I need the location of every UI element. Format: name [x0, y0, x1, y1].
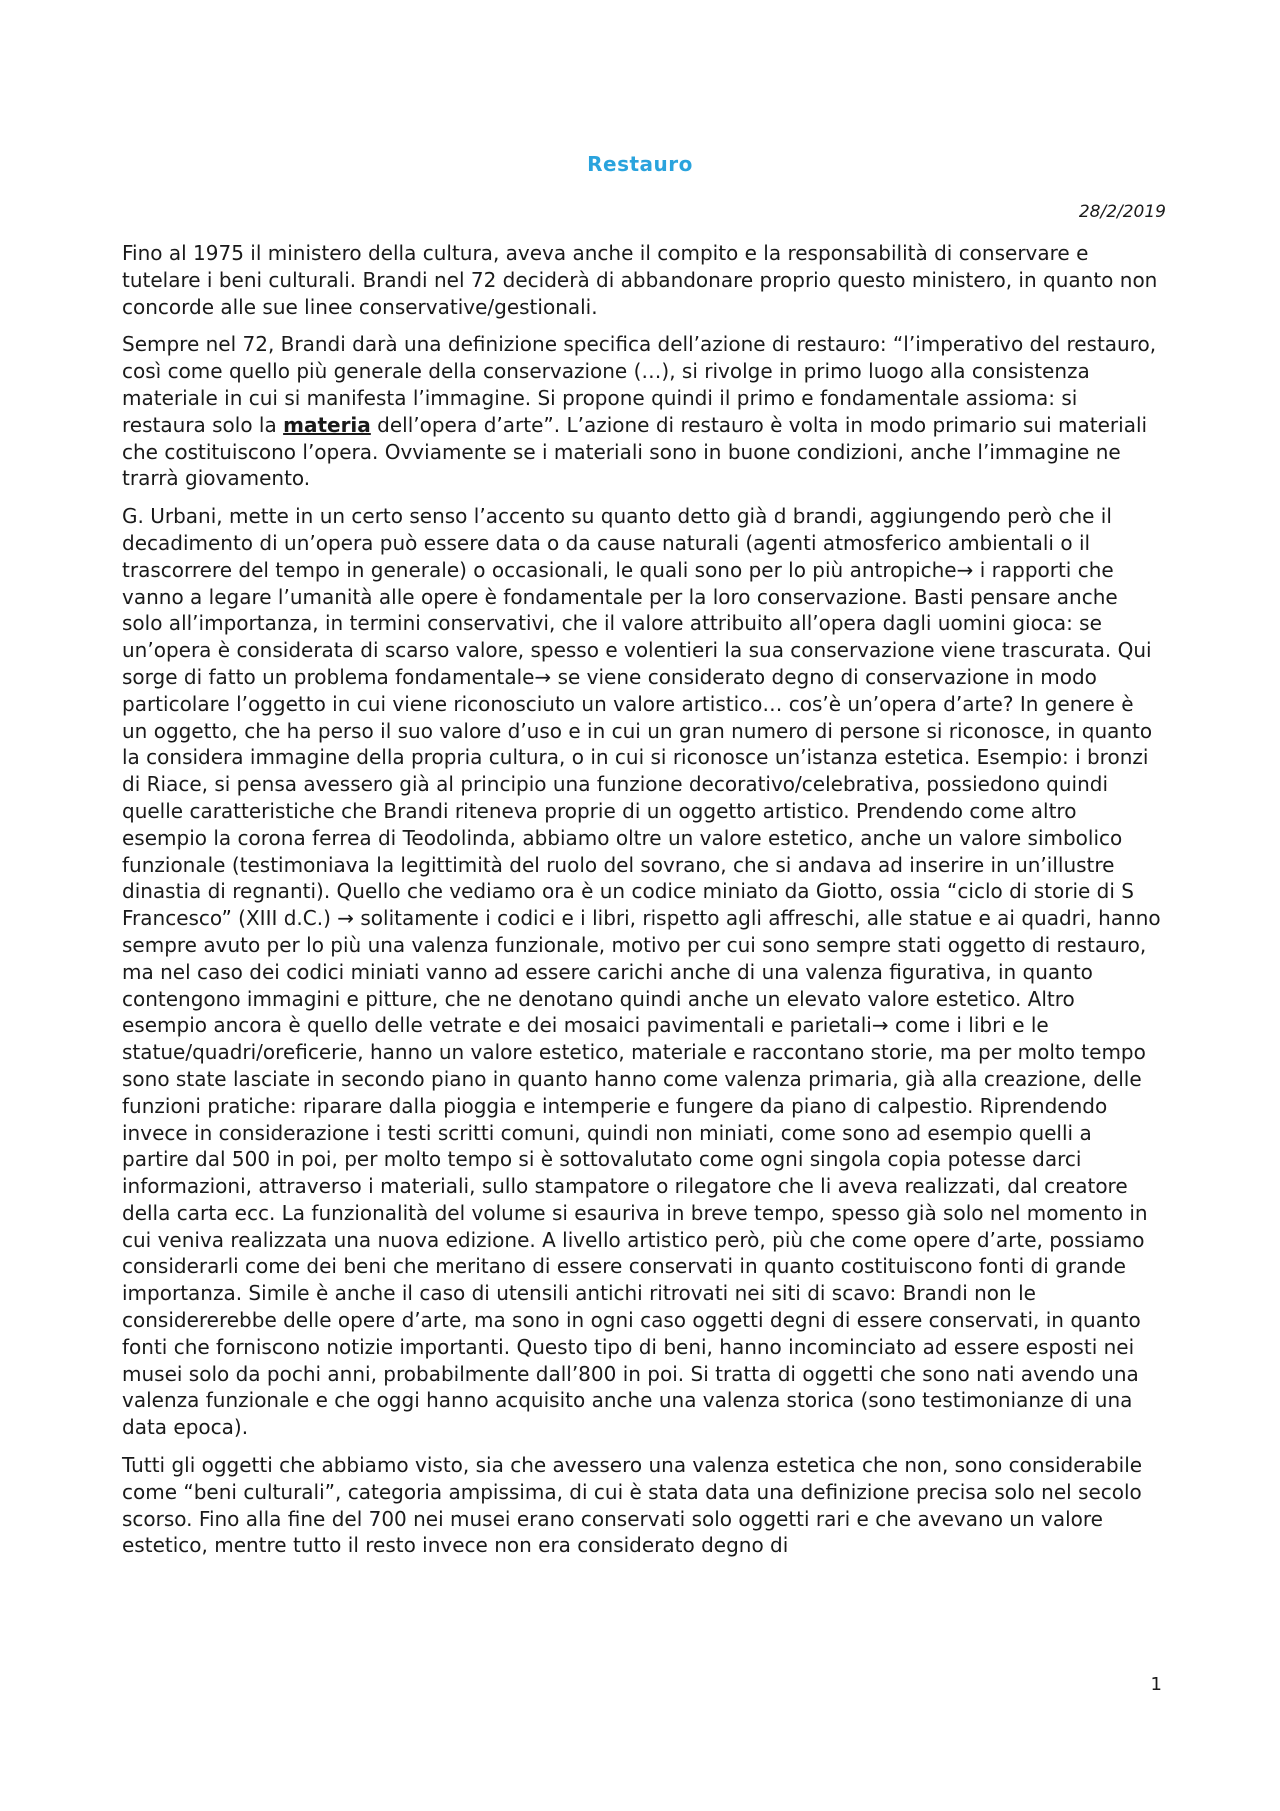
paragraph-4: Tutti gli oggetti che abbiamo visto, sia che avessero una valenza estetica che non, sono considerabile come “beni culturali”, categoria ampissima, di cui è stata data una definizione precisa solo nel secolo scorso. Fino alla fine del 700 nei musei erano conservati solo oggetti rari e che avevano un valore estetico, mentre tutto il resto invece non era considerato degno di: [122, 1453, 1143, 1558]
paragraph-2: [122, 331, 1164, 492]
document-body: [122, 240, 1164, 1570]
paragraph-2-before: Sempre nel 72, Brandi darà una definizione specifica dell’azione di restauro: “l’imperativo del restauro, così come quello più generale della conservazione (…), si rivolge in primo luogo alla consistenza materiale in cui si manifesta l’immagine. Si propone quindi il primo e fondamentale assioma: si restaura solo la: [122, 332, 1157, 437]
document-date: 28/2/2019: [1078, 202, 1166, 222]
page-number: 1: [1150, 1674, 1162, 1695]
paragraph-3: G. Urbani, mette in un certo senso l’accento su quanto detto già d brandi, aggiungendo però che il decadimento di un’opera può essere data o da cause naturali (agenti atmosferico ambientali o il trascorrere del tempo in generale) o occasionali, le quali sono per lo più antropiche→ i rapporti che vanno a legare l’umanità alle opere è fondamentale per la loro conservazione. Basti pensare anche solo all’importanza, in termini conservativi, che il valore attribuito all’opera dagli uomini gioca: se un’opera è considerata di scarso valore, spesso e volentieri la sua conservazione viene trascurata. Qui sorge di fatto un problema fondamentale→ se viene considerato degno di conservazione in modo particolare l’oggetto in cui viene riconosciuto un valore artistico… cos’è un’opera d’arte? In genere è un oggetto, che ha perso il suo valore d’uso e in cui un gran numero di persone si riconosce, in quanto la considera immagine della propria cultura, o in cui si riconosce un’istanza estetica. Esempio: i bronzi di Riace, si pensa avessero già al principio una funzione decorativo/celebrativa, possiedono quindi quelle caratteristiche che Brandi riteneva proprie di un oggetto artistico. Prendendo come altro esempio la corona ferrea di Teodolinda, abbiamo oltre un valore estetico, anche un valore simbolico funzionale (testimoniava la legittimità del ruolo del sovrano, che si andava ad inserire in un’illustre dinastia di regnanti). Quello che vediamo ora è un codice miniato da Giotto, ossia “ciclo di storie di S Francesco” (XIII d.C.) → solitamente i codici e i libri, rispetto agli affreschi, alle statue e ai quadri, hanno sempre avuto per lo più una valenza funzionale, motivo per cui sono sempre stati oggetto di restauro, ma nel caso dei codici miniati vanno ad essere carichi anche di una valenza figurativa, in quanto contengono immagini e pitture, che ne denotano quindi anche un elevato valore estetico. Altro esempio ancora è quello delle vetrate e dei mosaici pavimentali e parietali→ come i libri e le statue/quadri/oreficerie, hanno un valore estetico, materiale e raccontano storie, ma per molto tempo sono state lasciate in secondo piano in quanto hanno come valenza primaria, già alla creazione, delle funzioni pratiche: riparare dalla pioggia e intemperie e fungere da piano di calpestio. Riprendendo invece in considerazione i testi scritti comuni, quindi non miniati, come sono ad esempio quelli a partire dal 500 in poi, per molto tempo si è sottovalutato come ogni singola copia potesse darci informazioni, attraverso i materiali, sullo stampatore o rilegatore che li aveva realizzati, dal creatore della carta ecc. La funzionalità del volume si esauriva in breve tempo, spesso già solo nel momento in cui veniva realizzata una nuova edizione. A livello artistico però, più che come opere d’arte, possiamo considerarli come dei beni che meritano di essere conservati in quanto costituiscono fonti di grande importanza. Simile è anche il caso di utensili antichi ritrovati nei siti di scavo: Brandi non le considererebbe delle opere d’arte, ma sono in ogni caso oggetti degni di essere conservati, in quanto fonti che forniscono notizie importanti. Questo tipo di beni, hanno incominciato ad essere esposti nei musei solo da pochi anni, probabilmente dall’800 in poi. Si tratta di oggetti che sono nati avendo una valenza funzionale e che oggi hanno acquisito anche una valenza storica (sono testimonianze di una data epoca).: [122, 504, 1161, 1440]
document-title: Restauro: [587, 152, 693, 176]
emphasis-materia: materia: [283, 412, 371, 437]
paragraph-1: Fino al 1975 il ministero della cultura, aveva anche il compito e la responsabilità di conservare e tutelare i beni culturali. Brandi nel 72 deciderà di abbandonare proprio questo ministero, in quanto non concorde alle sue linee conservative/gestionali.: [122, 241, 1158, 319]
paragraph-2-after: dell’opera d’arte”. L’azione di restauro è volta in modo primario sui materiali che costituiscono l’opera. Ovviamente se i materiali sono in buone condizioni, anche l’immagine ne trarrà giovamento.: [122, 412, 1148, 491]
